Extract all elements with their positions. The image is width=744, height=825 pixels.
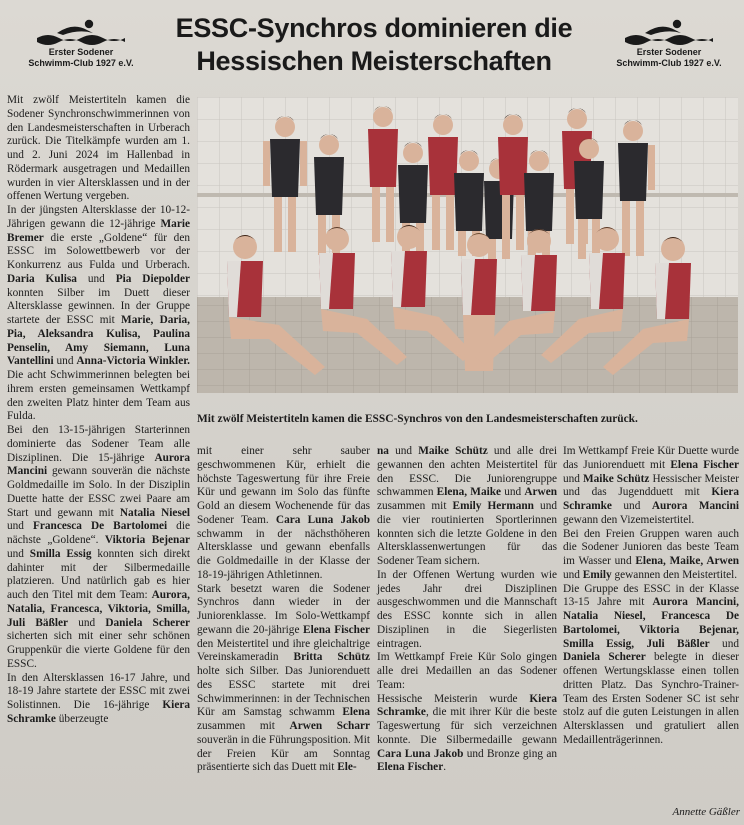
paragraph: In der Offenen Wertung wurden wie jedes Jahr drei Disziplinen ausgeschwommen und die Mannschaft des ESSC konnte sich in allen Disziplinen in die Siegerlisten eintragen. — [377, 568, 557, 650]
paragraph: Bei den Freien Gruppen waren auch die Sodener Junioren das beste Team im Wasser und Elena, Maike, Arwen und Emily gewannen den Meistertitel. — [563, 527, 739, 581]
article-column-2 — [197, 445, 370, 775]
photo-caption: Mit zwölf Meistertiteln kamen die ESSC-Synchros von den Landesmeisterschaften zurück. — [197, 413, 638, 425]
article-column-1 — [7, 94, 190, 727]
paragraph: Im Wettkampf Freie Kür Solo gingen alle drei Medaillen an das Sodener Team: — [377, 651, 557, 691]
club-logo-left — [16, 18, 146, 69]
headline-line2: Hessischen Meisterschaften — [196, 46, 552, 76]
paragraph: In der jüngsten Altersklasse der 10-12-Jährigen gewann die 12-jährige Marie Bremer die erste „Goldene“ für den ESSC im Solowettbewerb vor der Konkurrenz aus Fulda und Urberach. Daria Kulisa und Pia Diepolder konnten Silber im Duett dieser Altersklasse gewinnen. In der Gruppe startete der ESSC mit Marie, Daria, Pia, Aleksandra Kulisa, Paulina Penselin, Amy Siemann, Luna Vantellini und Anna-Victoria Winkler. Die acht Schwimmerinnen belegten bei ihrem ersten gemeinsamen Wettkampf den zweiten Platz hinter dem Team aus Fulda. — [7, 204, 191, 423]
logo-line1: Erster Sodener — [636, 47, 702, 57]
swimmer-waves-icon — [623, 18, 715, 46]
team-photo — [197, 97, 738, 393]
article-column-4 — [563, 445, 739, 748]
team-photo-illustration — [197, 97, 738, 393]
logo-line1: Erster Sodener — [48, 47, 114, 57]
paragraph: mit einer sehr sauber geschwommenen Kür, erhielt die höchste Tageswertung für ihre Freie Kür und gewann im Solo das fünfte Gold an diesem Wochenende für das Sodener Team. Cara Luna Jakob schwamm in der nächsthöheren Altersklasse und gewann ebenfalls die Goldmedaille in der Klasse der 18-19-jährigen Athletinnen. — [197, 445, 370, 581]
paragraph: Hessische Meisterin wurde Kiera Schramke, die mit ihrer Kür die beste Tageswertung für sich verzeichnen konnte. Die Silbermedaille gewann Cara Luna Jakob und Bronze ging an Elena Fischer. — [377, 692, 557, 774]
paragraph: Stark besetzt waren die Sodener Synchros dann wieder in der Juniorenklasse. Im Solo-Wettkampf gewann die 20-jährige Elena Fischer den Meistertitel und ihre gleichaltrige Vereinskameradin Britta Schütz holte sich Silber. Das Juniorenduett des ESSC startete mit drei Schwimmerinnen: in der Technischen Kür am Samstag schwamm Elena zusammen mit Arwen Scharr souverän in die Führungsposition. Mit der Freien Kür am Sonntag präsentierte sich das Duett mit Ele- — [197, 582, 370, 774]
paragraph: Mit zwölf Meistertiteln kamen die Sodener Synchronschwimmerinnen von den Landesmeisterschaften in Urberach zurück. Die Titelkämpfe wurden am 1. und 2. Juni 2024 im Hallenbad in Rödermark ausgetragen und Medaillen wurden in vier Altersklassen und in der offenen Wertung vergeben. — [7, 94, 190, 203]
paragraph: Die Gruppe des ESSC in der Klasse 13-15 Jahre mit Aurora Mancini, Natalia Niesel, Francesca De Bartolomei, Viktoria Bejenar, Smilla Essig, Juli Bäßler und Daniela Scherer belegte in dieser offenen Wertungsklasse einen tollen dritten Platz. Das Synchro-Trainer-Team des Ersten Sodener SC ist sehr stolz auf die guten Leistungen in allen Altersklassen und gratuliert allen Medaillenträgerinnen. — [563, 582, 739, 746]
headline-line1: ESSC-Synchros dominieren die — [175, 13, 573, 43]
paragraph: Bei den 13-15-jährigen Starterinnen dominierte das Sodener Team alle Disziplinen. Die 15-jährige Aurora Mancini gewann souverän die nächste Goldmedaille im Solo. In der Disziplin Duette hatte der ESSC zwei Paare am Start und gewann mit Natalia Niesel und Francesca De Bartolomei die nächste „Goldene“. Viktoria Bejenar und Smilla Essig konnten sich direkt dahinter mit der Silbermedaille platzieren. Und natürlich gab es hier auch den Titel mit dem Team: Aurora, Natalia, Francesca, Viktoria, Smilla, Juli Bäßler und Daniela Scherer sicherten sich mit einer sehr schönen Gruppenkür die vierte Goldene für den ESSC. — [7, 424, 190, 670]
club-logo-right — [604, 18, 734, 69]
paragraph: Im Wettkampf Freie Kür Duette wurde das Juniorenduett mit Elena Fischer und Maike Schütz Hessischer Meister und das Jugendduett mit Kiera Schramke und Aurora Mancini gewann den Vizemeistertitel. — [563, 445, 739, 526]
logo-line2: Schwimm-Club 1927 e.V. — [28, 58, 134, 68]
article-column-3 — [377, 445, 557, 775]
swimmer-waves-icon — [35, 18, 127, 46]
paragraph: na und Maike Schütz und alle drei gewannen den achten Meistertitel für den ESSC. Die Juniorengruppe schwammen Elena, Maike und Arwen zusammen mit Emily Hermann und die vier routinierten Sportlerinnen konnten sich die letzte Goldene in den Altersklassenwertungen für das Sodener Team sichern. — [377, 445, 558, 567]
author-signature: Annette Gäßler — [672, 806, 740, 818]
logo-line2: Schwimm-Club 1927 e.V. — [616, 58, 722, 68]
paragraph: In den Altersklassen 16-17 Jahre, und 18-19 Jahre startete der ESSC mit zwei Solistinnen. Die 16-jährige Kiera Schramke überzeugte — [7, 671, 190, 725]
headline — [148, 12, 600, 78]
